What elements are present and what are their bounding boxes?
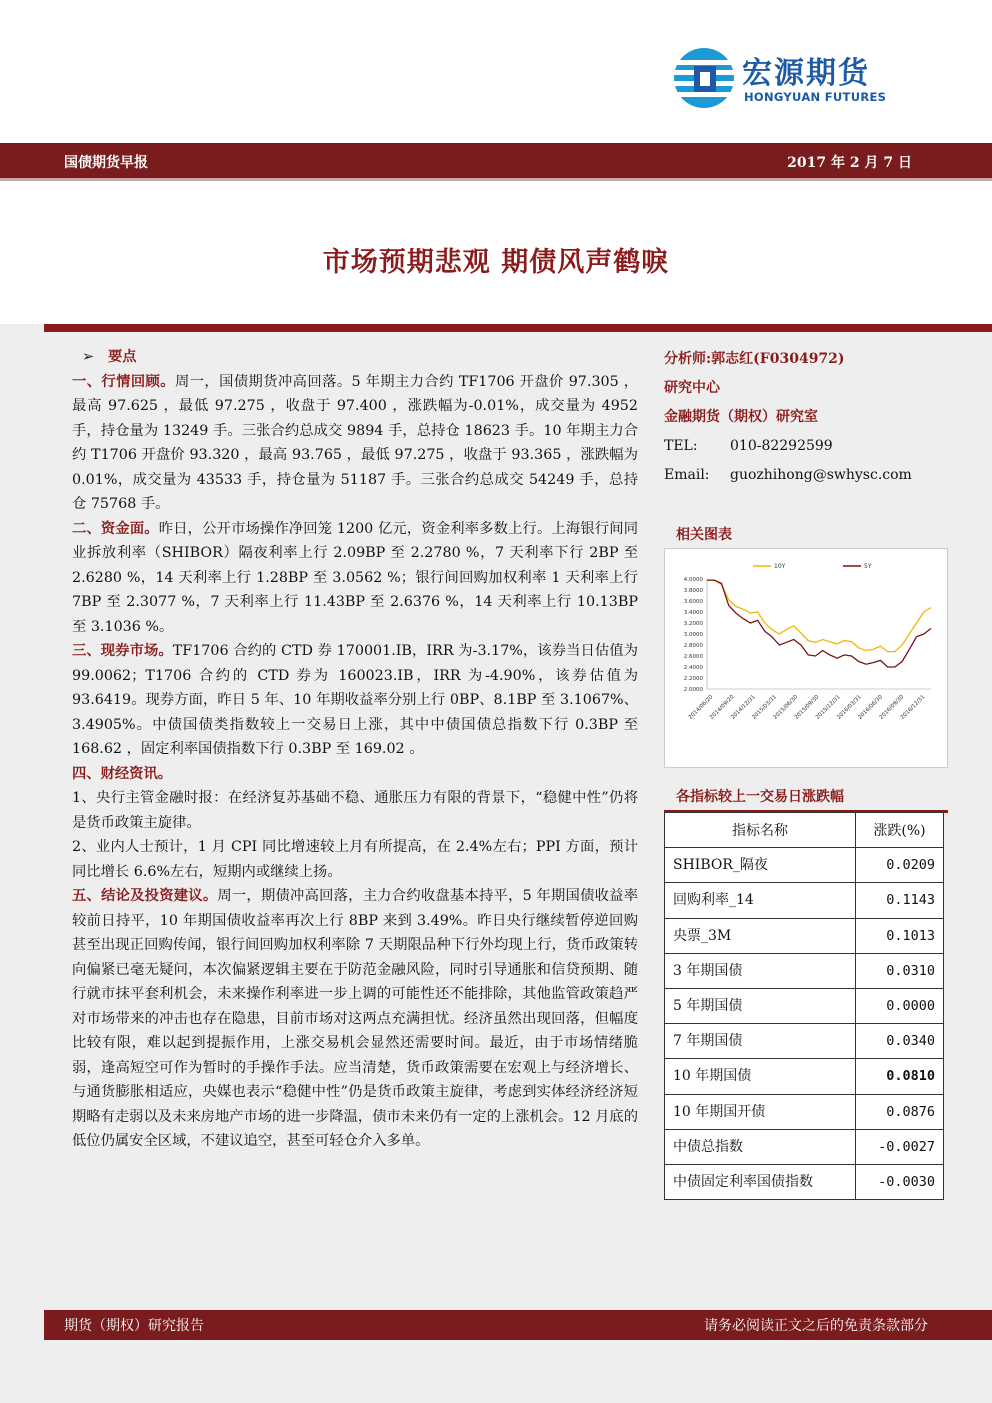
- page-title: 市场预期悲观 期债风声鹤唳: [322, 247, 670, 278]
- title-divider: [44, 324, 992, 332]
- y-tick-label: 3.4000: [683, 610, 703, 616]
- section-market-review: 一、行情回顾。周一，国债期货冲高回落。5 年期主力合约 TF1706 开盘价 97.305 ，最高 97.625 ，最低 97.275 ，收盘于 97.400 ，涨跌幅为-0.01%，成交量为 4952 手，持仓量为 13249 手。三张合约总成交 9894 手，总持仓 18623 手。10 年期主力合约 T1706 开盘价 93.320 ，最高 93.765 ，最低 97.275 ，收盘于 93.365 ，涨跌幅为 0.01%，成交量为 43533 手，持仓量为 51187 手。三张合约总成交 54249 手，总持仓 75768 手。: [72, 373, 638, 512]
- indicator-name: 10 年期国债: [665, 1059, 856, 1094]
- x-tick-label: 2016/03/31: [836, 694, 863, 721]
- footer-report-type: 期货（期权）研究报告: [64, 1318, 204, 1334]
- yield-chart: [664, 548, 948, 768]
- footer-band: [44, 1310, 992, 1340]
- x-tick-label: 2015/03/31: [751, 694, 779, 721]
- x-tick-label: 2015/09/30: [793, 694, 821, 721]
- analyst-name: 分析师:郭志红(F0304972): [664, 351, 845, 367]
- indicator-rows: [665, 848, 944, 1200]
- y-tick-label: 3.0000: [683, 632, 703, 638]
- table-row: [665, 1164, 944, 1199]
- indicator-table: [664, 812, 944, 1200]
- indicator-name: 回购利率_14: [665, 883, 856, 918]
- table-row: [665, 988, 944, 1023]
- indicator-change: 0.0340: [856, 1024, 944, 1059]
- indicator-name: 央票_3M: [665, 918, 856, 953]
- indicator-name: 3 年期国债: [665, 953, 856, 988]
- x-tick-label: 2016/06/30: [857, 694, 885, 721]
- y-tick-label: 2.6000: [683, 654, 703, 660]
- series-line-10y: [707, 580, 931, 652]
- y-tick-label: 2.0000: [683, 687, 703, 693]
- legend-label: 5Y: [864, 563, 872, 570]
- x-tick-label: 2016/09/30: [878, 694, 906, 721]
- x-tick-label: 2014/09/20: [708, 694, 736, 721]
- indicator-change: -0.0027: [856, 1129, 944, 1164]
- section-news-title: 四、财经资讯。: [72, 765, 173, 782]
- report-type: 国债期货早报: [64, 155, 148, 171]
- indicator-name: 中债固定利率国债指数: [665, 1164, 856, 1199]
- footer-disclaimer: 请务必阅读正文之后的免责条款部分: [704, 1318, 928, 1334]
- indicator-change: 0.0000: [856, 988, 944, 1023]
- table-header-row: [665, 813, 944, 848]
- news-item-2: 2、业内人士预计，1 月 CPI 同比增速较上月有所提高，在 2.4%左右；PPI 方面，预计同比增长 6.6%左右，短期内或继续上扬。: [72, 839, 638, 880]
- hongyuan-logo: [672, 42, 922, 112]
- table-row: [665, 918, 944, 953]
- header-band: [0, 143, 992, 181]
- logo-en-text: HONGYUAN FUTURES: [744, 90, 887, 104]
- legend-label: 10Y: [774, 563, 786, 570]
- x-tick-label: 2014/12/31: [730, 694, 757, 721]
- analyst-email[interactable]: Email: guozhihong@swhysc.com: [664, 467, 912, 483]
- table-row: [665, 953, 944, 988]
- analyst-tel: TEL: 010-82292599: [664, 438, 833, 454]
- news-item-1: 1、央行主管金融时报：在经济复苏基础不稳、通胀压力有限的背景下，“稳健中性”仍将是货币政策主旋律。: [72, 790, 638, 831]
- y-tick-label: 3.6000: [683, 599, 703, 605]
- analyst-info: [664, 345, 944, 490]
- section-liquidity: 二、资金面。昨日，公开市场操作净回笼 1200 亿元，资金利率多数上行。上海银行间同业拆放利率（SHIBOR）隔夜利率上行 2.09BP 至 2.2780 %，7 天利率下行 2BP 至 2.6280 %，14 天利率上行 1.28BP 至 3.0562 %；银行间回购加权利率 1 天利率上行 7BP 至 2.3077 %，7 天利率上行 11.43BP 至 2.6376 %，14 天利率上行 10.13BP 至 3.1036 %。: [72, 520, 638, 635]
- indicator-name: 7 年期国债: [665, 1024, 856, 1059]
- x-tick-label: 2014/06/20: [687, 694, 715, 721]
- y-tick-label: 3.8000: [683, 588, 703, 594]
- section-cash-bond: 三、现券市场。TF1706 合约的 CTD 券 170001.IB，IRR 为-3.17%，该券当日估值为 99.0062；T1706 合约的 CTD 券为 160023.IB，IRR 为-4.90%，该券估值为 93.6419。现券方面，昨日 5 年、10 年期收益率分别上行 0BP、8.1BP 至 3.1067%、3.4905%。中债国债类指数较上一交易日上涨，其中中债国债总指数下行 0.3BP 至 168.62 ，固定利率国债指数下行 0.3BP 至 169.02 。: [72, 643, 639, 757]
- table-heading: 各指标较上一交易日涨跌幅: [664, 786, 948, 813]
- y-tick-label: 2.4000: [683, 665, 703, 671]
- table-row: [665, 883, 944, 918]
- analyst-subdept: 金融期货（期权）研究室: [664, 409, 818, 425]
- indicator-change: 0.0209: [856, 848, 944, 883]
- y-tick-label: 3.2000: [683, 621, 703, 627]
- col-name-header: 指标名称: [665, 813, 856, 848]
- logo-mark-icon: [672, 46, 736, 110]
- related-chart-heading: 相关图表: [664, 524, 948, 551]
- x-tick-label: 2016/12/31: [899, 694, 927, 721]
- indicator-change: 0.1013: [856, 918, 944, 953]
- x-tick-label: 2015/06/30: [772, 694, 800, 721]
- analyst-dept: 研究中心: [664, 380, 720, 396]
- table-row: [665, 1129, 944, 1164]
- y-tick-label: 2.2000: [683, 676, 703, 682]
- indicator-name: 中债总指数: [665, 1129, 856, 1164]
- arrow-bullet-icon: ➢: [82, 349, 94, 365]
- indicator-change: 0.0310: [856, 953, 944, 988]
- yield-chart-svg: [665, 549, 949, 769]
- indicator-change: 0.0810: [856, 1059, 944, 1094]
- indicator-name: SHIBOR_隔夜: [665, 848, 856, 883]
- series-line-5y: [707, 580, 931, 667]
- logo-cn-text: 宏源期货: [742, 56, 870, 91]
- indicator-change: 0.1143: [856, 883, 944, 918]
- indicator-change: -0.0030: [856, 1164, 944, 1199]
- x-tick-label: 2015/12/31: [814, 694, 842, 721]
- table-row: [665, 1024, 944, 1059]
- indicator-change: 0.0876: [856, 1094, 944, 1129]
- summary-heading: ➢ 要点: [82, 349, 137, 365]
- col-change-header: 涨跌(%): [856, 813, 944, 848]
- report-date: 2017 年 2 月 7 日: [787, 155, 912, 171]
- indicator-name: 5 年期国债: [665, 988, 856, 1023]
- table-row: [665, 1094, 944, 1129]
- section-conclusion: 五、结论及投资建议。周一，期债冲高回落，主力合约收盘基本持平，5 年期国债收益率较前日持平，10 年期国债收益率再次上行 8BP 来到 3.49%。昨日央行继续暂停逆回购甚至出现正回购传闻，银行间回购加权利率除 7 天期限品种下行外均现上行，货币政策转向偏紧已毫无疑问，本次偏紧逻辑主要在于防范金融风险，同时引导通胀和信贷预期、随行就市抹平套利机会，未来操作利率进一步上调的可能性还不能排除，其他监管政策趋严对市场带来的冲击也存在隐患，目前市场对这两点充满担忧。经济虽然出现回落，但幅度比较有限，难以起到提振作用，上涨交易机会显然还需要时间。最近，由于市场情绪脆弱，逢高短空可作为暂时的手操作手法。应当清楚，货币政策需要在宏观上与经济增长、与通货膨胀相适应，央媒也表示“稳健中性”仍是货币政策主旋律，考虑到实体经济经济短期略有走弱以及未来房地产市场的进一步降温，债市未来仍有一定的上涨机会。12 月底的低位仍属安全区域，不建议追空，甚至可轻仓介入多单。: [72, 888, 639, 1149]
- indicator-name: 10 年期国开债: [665, 1094, 856, 1129]
- y-tick-label: 4.0000: [683, 577, 703, 583]
- summary-column: [72, 345, 638, 1154]
- y-tick-label: 2.8000: [683, 643, 703, 649]
- table-row: [665, 1059, 944, 1094]
- table-row: [665, 848, 944, 883]
